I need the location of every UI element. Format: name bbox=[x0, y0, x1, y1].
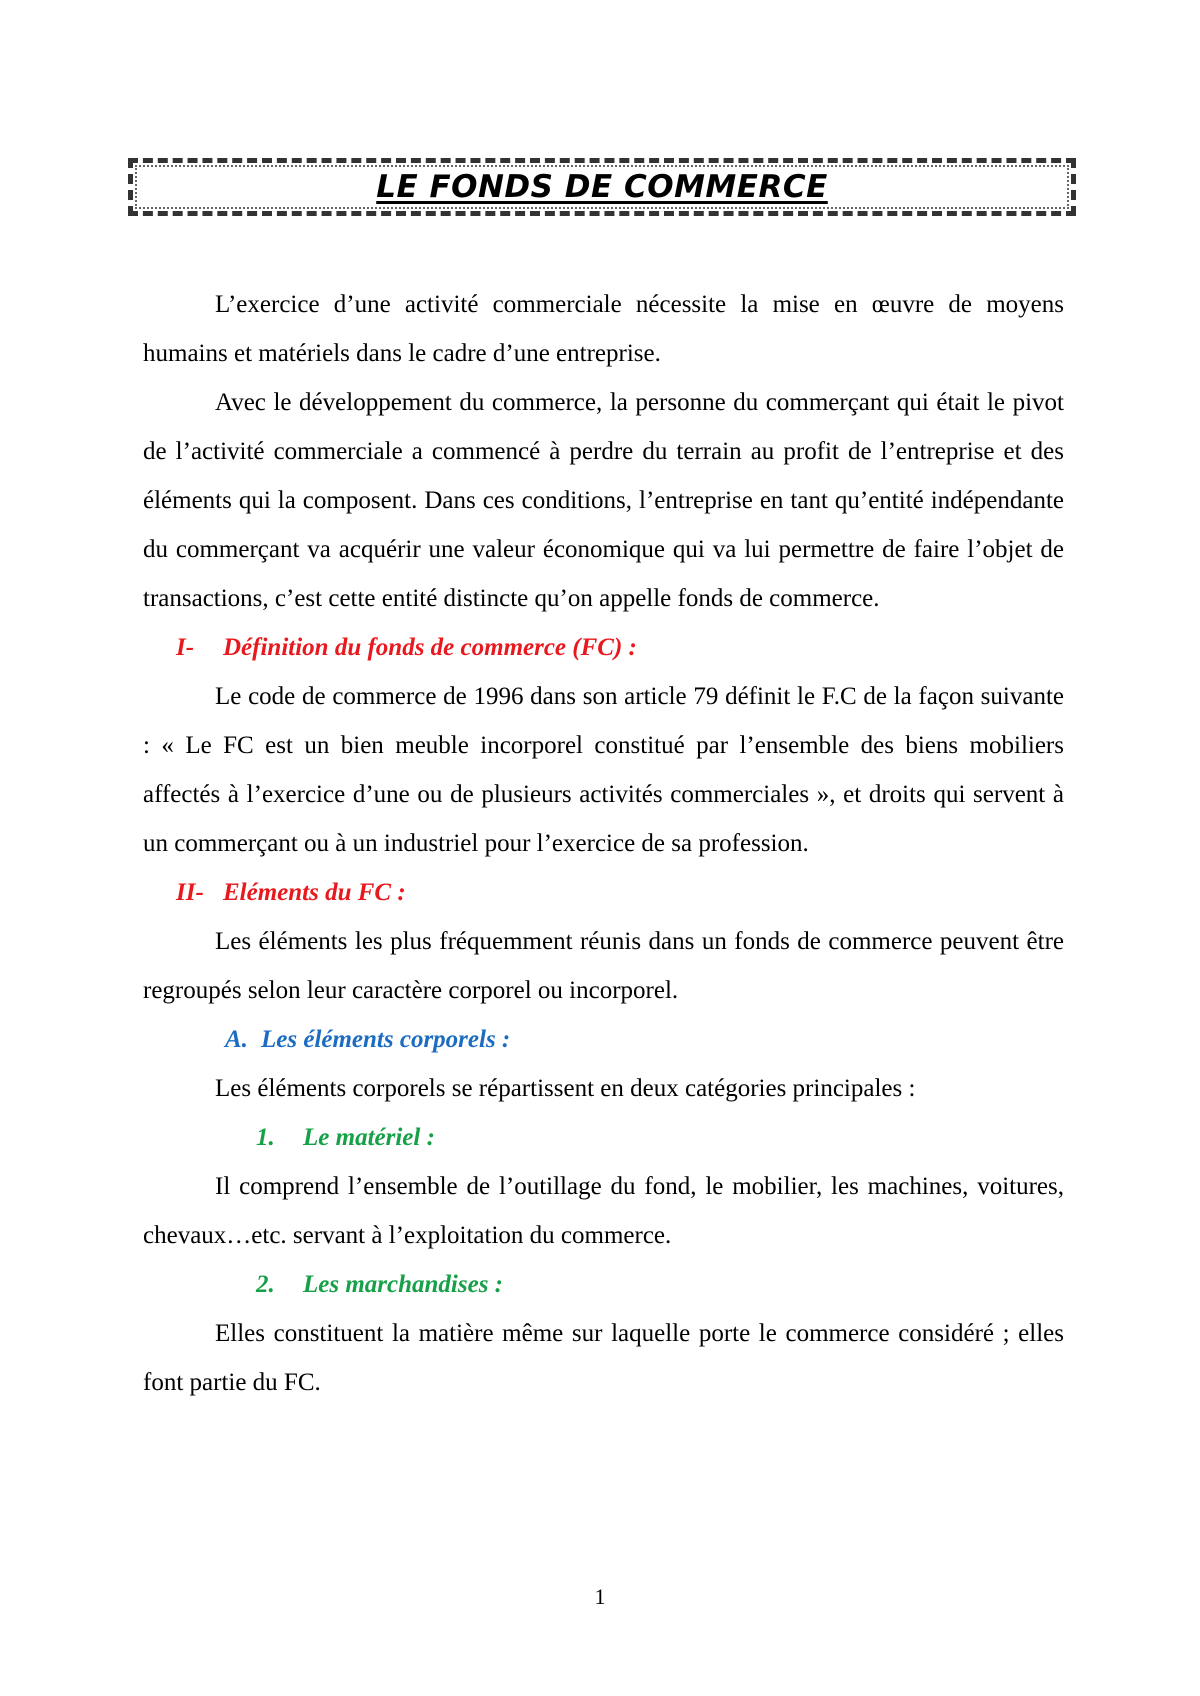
paragraph-elements: Les éléments les plus fréquemment réunis dans un fonds de commerce peuvent être regroupés selon leur caractère corporel ou incorporel. bbox=[143, 928, 1064, 1004]
section-title: Eléments du FC : bbox=[223, 879, 406, 906]
item-number: 2. bbox=[256, 1271, 275, 1298]
section-number: II- bbox=[176, 879, 204, 906]
document-body bbox=[143, 280, 1064, 1407]
item-heading-materiel bbox=[143, 1113, 1064, 1162]
subsection-heading-corporels bbox=[143, 1015, 1064, 1064]
item-title: Le matériel : bbox=[303, 1124, 435, 1151]
subsection-number: A. bbox=[225, 1026, 248, 1053]
paragraph-materiel: Il comprend l’ensemble de l’outillage du fond, le mobilier, les machines, voitures, chevaux…etc. servant à l’exploitation du commerce. bbox=[143, 1173, 1064, 1249]
item-title: Les marchandises : bbox=[303, 1271, 503, 1298]
paragraph-intro: L’exercice d’une activité commerciale nécessite la mise en œuvre de moyens humains et matériels dans le cadre d’une entreprise. bbox=[143, 291, 1064, 367]
page-number: 1 bbox=[594, 1584, 606, 1609]
paragraph-development: Avec le développement du commerce, la personne du commerçant qui était le pivot de l’activité commerciale a commencé à perdre du terrain au profit de l’entreprise et des éléments qui la composent. Dans ces conditions, l’entreprise en tant qu’entité indépendante du commerçant va acquérir une valeur économique qui va lui permettre de faire l’objet de transactions, c’est cette entité distincte qu’on appelle fonds de commerce. bbox=[143, 389, 1064, 612]
section-heading-definition bbox=[143, 623, 1064, 672]
section-heading-elements bbox=[143, 868, 1064, 917]
paragraph-marchandises: Elles constituent la matière même sur laquelle porte le commerce considéré ; elles font partie du FC. bbox=[143, 1320, 1064, 1396]
title-frame bbox=[128, 158, 1076, 216]
document-title: LE FONDS DE COMMERCE bbox=[376, 169, 828, 205]
subsection-title: Les éléments corporels : bbox=[261, 1026, 511, 1053]
section-title: Définition du fonds de commerce (FC) : bbox=[223, 634, 637, 661]
section-number: I- bbox=[176, 634, 195, 661]
paragraph-definition: Le code de commerce de 1996 dans son article 79 définit le F.C de la façon suivante : « Le FC est un bien meuble incorporel constitué par l’ensemble des biens mobiliers affectés à l’exercice d’une ou de plusieurs activités commerciales », et droits qui servent à un commerçant ou à un industriel pour l’exercice de sa profession. bbox=[143, 683, 1064, 857]
item-heading-marchandises bbox=[143, 1260, 1064, 1309]
item-number: 1. bbox=[256, 1124, 275, 1151]
paragraph-corporels: Les éléments corporels se répartissent en deux catégories principales : bbox=[215, 1075, 916, 1102]
